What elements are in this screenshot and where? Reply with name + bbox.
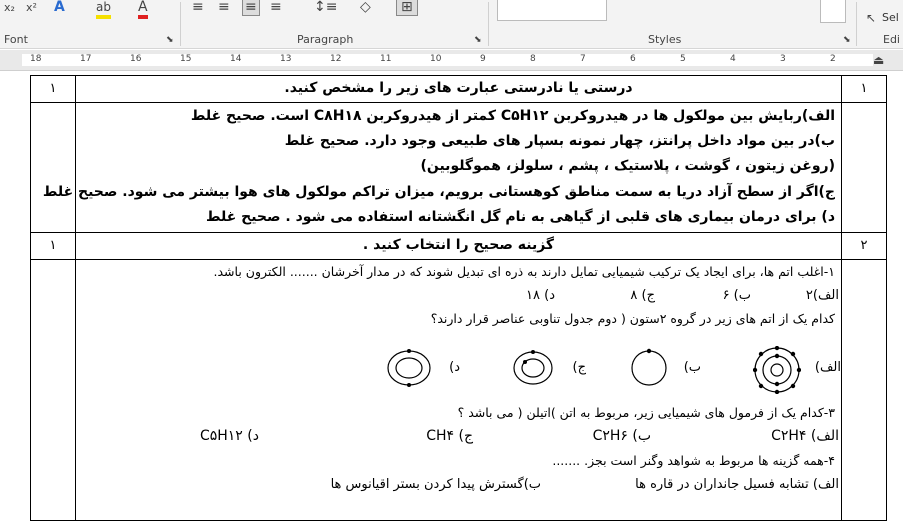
atom-diagram-b	[629, 348, 669, 388]
statement-b: ب)در بین مواد داخل پرانتز، چهار نمونه بسپار های طبیعی وجود دارد. صحیح غلط	[284, 133, 835, 149]
score-cell: ۱	[31, 76, 76, 102]
select-button[interactable]: Sel	[882, 11, 899, 24]
statement-d: د) برای درمان بیماری های قلبی از گیاهی به نام گل انگشتانه استفاده می شود . صحیح غلط	[205, 209, 835, 225]
table-row	[31, 260, 886, 520]
atom-option-d-label: د)	[449, 360, 460, 375]
ruler-number: 10	[430, 54, 442, 64]
mcq-4-text: ۴-همه گزینه ها مربوط به شواهد وگنر است بجز. .......	[552, 453, 835, 468]
styles-gallery[interactable]	[497, 0, 607, 21]
dialog-launcher-icon[interactable]: ⬊	[843, 35, 851, 45]
question-body-cell	[76, 260, 841, 520]
styles-gallery-more[interactable]	[820, 0, 846, 23]
ruler-number: 11	[380, 54, 392, 64]
number-cell	[841, 260, 886, 520]
mcq-3-option-d: د) C۵H۱۲	[199, 428, 259, 444]
styles-group-label: Styles	[648, 33, 682, 46]
dialog-launcher-icon[interactable]: ⬊	[166, 35, 174, 45]
question-title-cell	[76, 76, 841, 102]
mcq-1-option-c: ج) ۸	[630, 288, 655, 303]
score-cell	[31, 103, 76, 232]
select-icon[interactable]: ↖	[866, 11, 877, 25]
align-center-icon[interactable]: ≡	[218, 0, 230, 15]
question-title: درستی یا نادرستی عبارت های زیر را مشخص کنید.	[284, 80, 633, 96]
ruler-number: 7	[580, 54, 586, 64]
ruler-number: 16	[130, 54, 142, 64]
borders-icon[interactable]: ⊞	[396, 0, 418, 16]
indent-marker-icon[interactable]: ⏏	[873, 53, 885, 67]
paragraph-group-label: Paragraph	[297, 33, 354, 46]
divider	[856, 2, 857, 46]
atom-diagram-a	[753, 346, 801, 394]
align-left-icon[interactable]: ≡	[192, 0, 204, 15]
divider	[180, 2, 181, 46]
mcq-1-text: ۱-اغلب اتم ها، برای ایجاد یک ترکیب شیمیایی تمایل دارند به ذره ای تبدیل شوند که در مدار آخرشان ....... الکترون باشد.	[213, 264, 835, 279]
line-spacing-icon[interactable]: ↕≡	[314, 0, 338, 15]
ruler-number: 15	[180, 54, 192, 64]
statement-c: ج)اگر از سطح آزاد دریا به سمت مناطق کوهستانی برویم، میزان تراکم مولکول های هوا بیشتر می شود. صحیح غلط	[42, 184, 835, 200]
statement-a: الف)ربایش بین مولکول ها در هیدروکربن C۵H۱۲ کمتر از هیدروکربن C۸H۱۸ است. صحیح غلط	[190, 108, 835, 124]
document-page[interactable]	[0, 71, 903, 508]
mcq-3-option-a: الف) C۲H۴	[771, 428, 839, 444]
editing-group-label: Edi	[883, 33, 900, 46]
mcq-1-option-a: الف)۲	[805, 288, 839, 303]
ruler-number: 4	[730, 54, 736, 64]
question-number: ۱	[841, 76, 886, 102]
mcq-1-option-d: د) ۱۸	[526, 288, 555, 303]
dialog-launcher-icon[interactable]: ⬊	[474, 35, 482, 45]
table-row	[31, 76, 886, 103]
question-number: ۲	[841, 233, 886, 259]
ruler-number: 2	[830, 54, 836, 64]
ruler-number: 17	[80, 54, 92, 64]
mcq-4-option-b: ب)گسترش پیدا کردن بستر اقیانوس ها	[330, 477, 541, 492]
ruler-track	[22, 54, 873, 66]
justify-icon[interactable]: ≡	[270, 0, 282, 15]
ribbon	[0, 0, 903, 49]
number-cell	[841, 103, 886, 232]
score-cell	[31, 260, 76, 520]
ruler-number: 14	[230, 54, 242, 64]
mcq-2-text: کدام یک از اتم های زیر در گروه ۲ستون ( دوم جدول تناوبی عناصر قرار دارند؟	[430, 311, 835, 326]
ruler-number: 5	[680, 54, 686, 64]
text-effects-icon[interactable]: A	[54, 0, 65, 15]
highlight-icon[interactable]: ab	[96, 0, 111, 19]
table-row	[31, 233, 886, 260]
ruler-number: 12	[330, 54, 342, 64]
question-body-cell	[42, 103, 841, 232]
divider	[488, 2, 489, 46]
mcq-3-text	[82, 405, 835, 420]
superscript-icon[interactable]: x²	[26, 1, 37, 14]
table-row	[31, 103, 886, 233]
ruler-number: 6	[630, 54, 636, 64]
ruler-number: 3	[780, 54, 786, 64]
atom-diagram-c	[511, 348, 555, 388]
atom-option-b-label: ب)	[683, 360, 701, 375]
mcq-4-option-a: الف) تشابه فسیل جانداران در قاره ها	[635, 477, 839, 492]
exam-table	[30, 75, 887, 521]
ruler-number: 8	[530, 54, 536, 64]
shading-icon[interactable]: ◇	[360, 0, 371, 15]
ruler-number: 9	[480, 54, 486, 64]
statement-b-list: (روغن زیتون ، گوشت ، پلاستیک ، پشم ، سلولز، هموگلوبین)	[420, 158, 835, 174]
ruler[interactable]	[0, 50, 903, 71]
atom-diagram-d	[385, 348, 433, 388]
font-color-icon[interactable]: A	[138, 0, 148, 19]
question-title: گزینه صحیح را انتخاب کنید .	[362, 237, 555, 253]
ruler-number: 13	[280, 54, 292, 64]
ruler-number: 18	[30, 54, 42, 64]
mcq-3-option-c: ج) CH۴	[426, 428, 473, 444]
atom-option-c-label: ج)	[572, 360, 586, 375]
subscript-icon[interactable]: x₂	[4, 1, 15, 14]
question-title-cell	[76, 233, 841, 259]
align-right-icon[interactable]: ≡	[242, 0, 260, 16]
atom-option-a-label: الف)	[814, 360, 841, 375]
mcq-3-text-content: ۳-کدام یک از فرمول های شیمیایی زیر، مربوط به اتن )اتیلن ( می باشد ؟	[457, 405, 835, 420]
score-cell: ۱	[31, 233, 76, 259]
mcq-1-option-b: ب) ۶	[722, 288, 751, 303]
font-group-label: Font	[4, 33, 28, 46]
mcq-3-option-b: ب) C۲H۶	[592, 428, 651, 444]
